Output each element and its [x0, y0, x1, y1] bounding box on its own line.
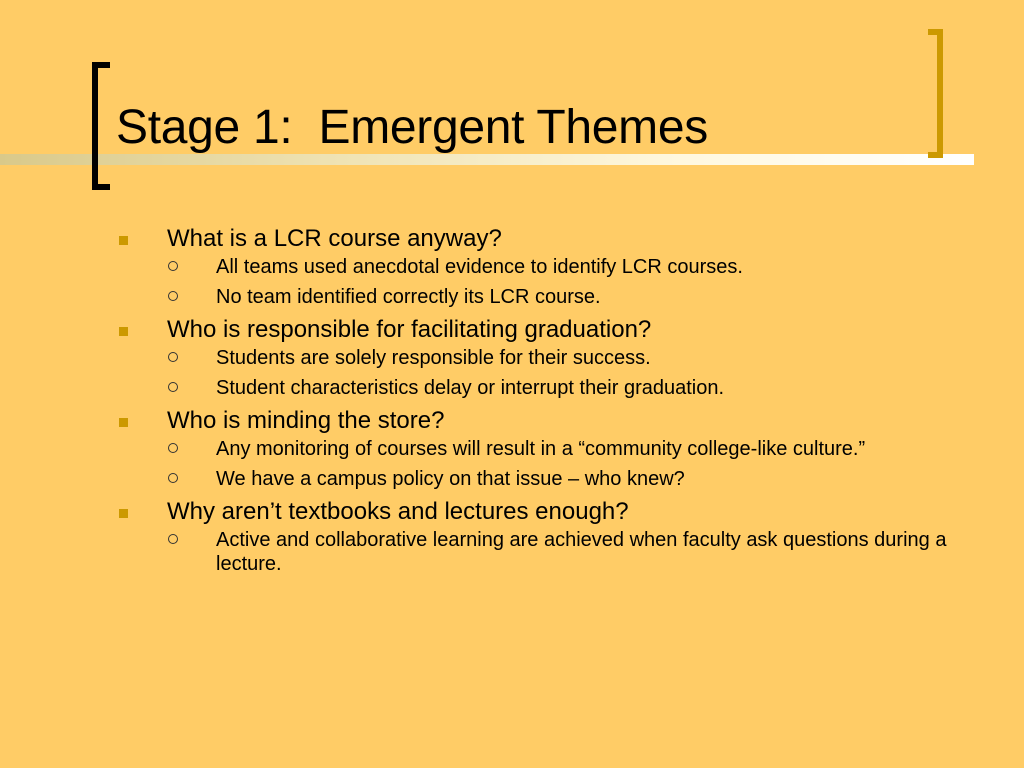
- bullet-group: [0, 315, 1024, 400]
- sub-bullet-item: [0, 376, 1024, 400]
- bullet-item: [0, 497, 1024, 527]
- bullet-item: [0, 406, 1024, 436]
- bullet-item: [0, 315, 1024, 345]
- bullet-text: What is a LCR course anyway?: [167, 225, 502, 252]
- bullet-text: Who is minding the store?: [167, 407, 445, 434]
- sub-bullet-text: Students are solely responsible for their success.: [216, 347, 651, 369]
- left-bracket-decoration: [92, 62, 110, 190]
- sub-bullet-item: [0, 528, 1024, 576]
- bullet-group: [0, 224, 1024, 309]
- circle-bullet-icon: [168, 261, 178, 271]
- bullet-text: Who is responsible for facilitating graduation?: [167, 316, 652, 343]
- sub-bullet-item: [0, 437, 1024, 461]
- right-bracket-decoration: [928, 29, 943, 158]
- square-bullet-icon: [119, 236, 128, 245]
- square-bullet-icon: [119, 418, 128, 427]
- sub-bullet-text: We have a campus policy on that issue – who knew?: [216, 468, 685, 490]
- bullet-group: [0, 406, 1024, 491]
- sub-bullet-item: [0, 255, 1024, 279]
- square-bullet-icon: [119, 327, 128, 336]
- circle-bullet-icon: [168, 291, 178, 301]
- circle-bullet-icon: [168, 352, 178, 362]
- sub-bullet-item: [0, 346, 1024, 370]
- sub-bullet-item: [0, 285, 1024, 309]
- bullet-group: [0, 497, 1024, 576]
- slide-title: Stage 1: Emergent Themes: [116, 101, 708, 154]
- sub-bullet-text: All teams used anecdotal evidence to identify LCR courses.: [216, 256, 743, 278]
- circle-bullet-icon: [168, 473, 178, 483]
- sub-bullet-item: [0, 467, 1024, 491]
- bullet-item: [0, 224, 1024, 254]
- sub-bullet-text: Active and collaborative learning are achieved when faculty ask questions during a lecture.: [216, 529, 947, 575]
- bullet-text: Why aren’t textbooks and lectures enough?: [167, 498, 629, 525]
- circle-bullet-icon: [168, 534, 178, 544]
- square-bullet-icon: [119, 509, 128, 518]
- sub-bullet-text: Student characteristics delay or interrupt their graduation.: [216, 377, 725, 399]
- bullet-list: [0, 224, 1024, 582]
- sub-bullet-text: Any monitoring of courses will result in a “community college-like culture.”: [216, 438, 866, 460]
- circle-bullet-icon: [168, 382, 178, 392]
- circle-bullet-icon: [168, 443, 178, 453]
- sub-bullet-text: No team identified correctly its LCR course.: [216, 286, 601, 308]
